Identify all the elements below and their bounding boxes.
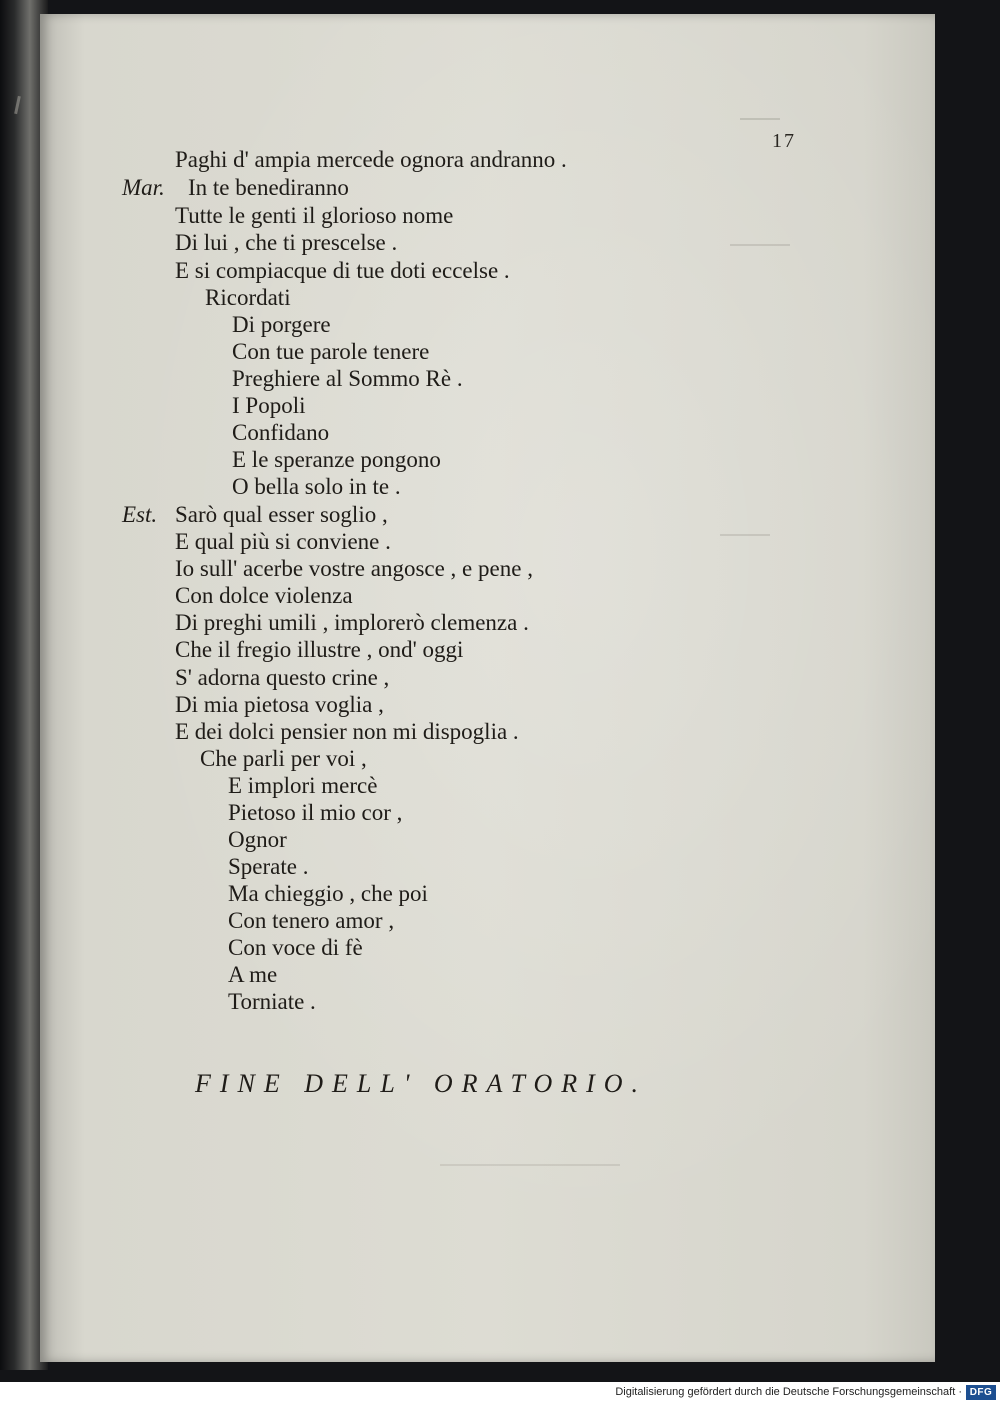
verse-line: I Popoli <box>232 393 306 418</box>
verse-line: E dei dolci pensier non mi dispoglia . <box>175 719 519 744</box>
verse-line: Confidano <box>232 420 330 445</box>
verse-line: Ognor <box>228 827 287 852</box>
verse-line: Sarò qual esser soglio , <box>175 502 388 527</box>
bleed-through <box>440 1164 620 1166</box>
verse-line: Ricordati <box>205 285 291 310</box>
verse-line: Con tue parole tenere <box>232 339 430 364</box>
verse-line: Ma chieggio , che poi <box>228 881 428 906</box>
verse-line: E si compiacque di tue doti eccelse . <box>175 258 510 283</box>
verse-line: In te benediranno <box>188 175 349 200</box>
closing-title: FINE DELL' ORATORIO. <box>195 1069 648 1098</box>
verse-line: E qual più si conviene . <box>175 529 391 554</box>
verse-line: Pietoso il mio cor , <box>228 800 403 825</box>
bleed-through <box>730 244 790 246</box>
verse-line: Sperate . <box>228 854 309 879</box>
verse-line: A me <box>228 962 278 987</box>
verse-line: E implori mercè <box>228 773 378 798</box>
verse-line: Tutte le genti il glorioso nome <box>175 203 454 228</box>
verse-line: O bella solo in te . <box>232 474 401 499</box>
verse-line: Paghi d' ampia mercede ognora andranno . <box>175 147 567 172</box>
verse-line: Torniate . <box>228 989 316 1014</box>
verse-line: Che il fregio illustre , ond' oggi <box>175 637 464 662</box>
speaker-label: Est. <box>122 502 158 527</box>
pencil-mark <box>14 96 21 114</box>
funding-credit: Digitalisierung gefördert durch die Deutsche Forschungsgemeinschaft · <box>615 1386 962 1398</box>
speaker-label: Mar. <box>122 175 165 200</box>
bleed-through <box>740 118 780 120</box>
verse-line: Di lui , che ti prescelse . <box>175 230 398 255</box>
verse-line: Di preghi umili , implorerò clemenza . <box>175 610 529 635</box>
dfg-logo: DFG <box>966 1385 996 1400</box>
verse-line: Con dolce violenza <box>175 583 353 608</box>
verse-line: Di mia pietosa voglia , <box>175 692 384 717</box>
verse-line: E le speranze pongono <box>232 447 441 472</box>
verse-line: Io sull' acerbe vostre angosce , e pene , <box>175 556 533 581</box>
verse-line: Preghiere al Sommo Rè . <box>232 366 463 391</box>
book-page <box>40 14 935 1362</box>
page-number: 17 <box>772 130 796 152</box>
verse-line: Con voce di fè <box>228 935 363 960</box>
bleed-through <box>720 534 770 536</box>
verse-line: S' adorna questo crine , <box>175 665 390 690</box>
verse-line: Che parli per voi , <box>200 746 367 771</box>
digitization-footer <box>0 1382 1000 1404</box>
verse-line: Di porgere <box>232 312 331 337</box>
verse-line: Con tenero amor , <box>228 908 395 933</box>
